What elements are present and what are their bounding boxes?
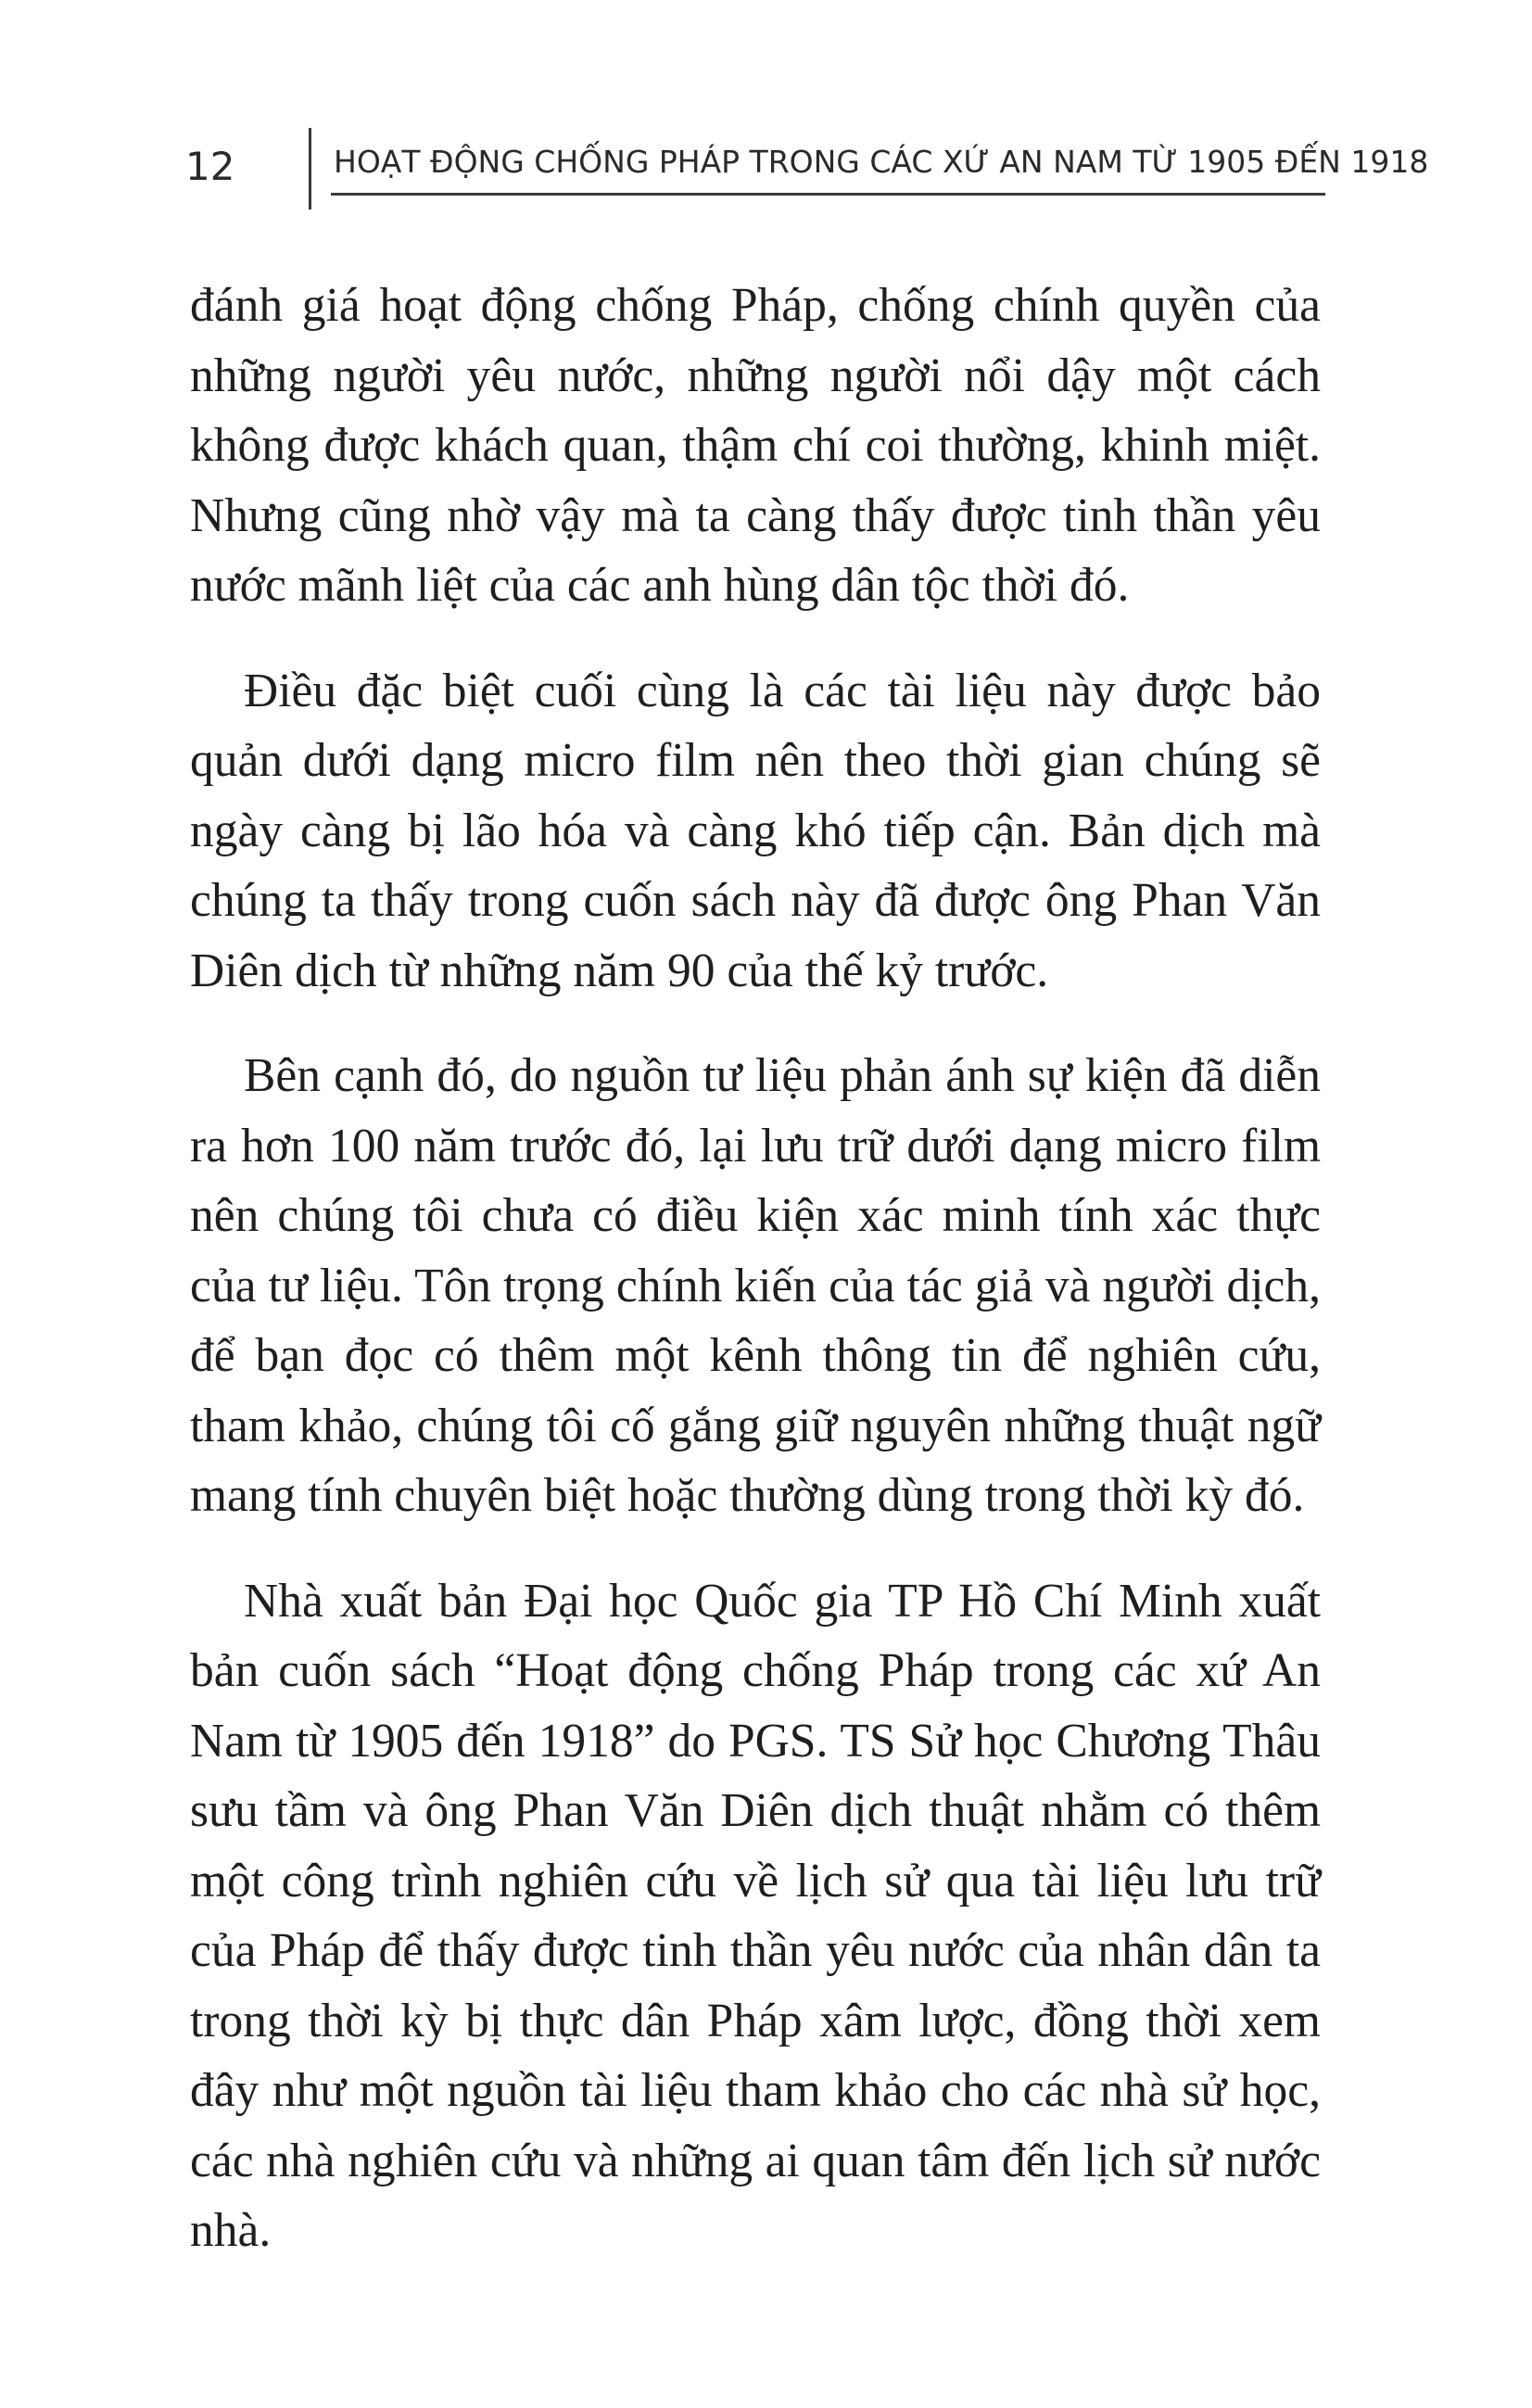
paragraph: Nhà xuất bản Đại học Quốc gia TP Hồ Chí Minh xuất bản cuốn sách “Hoạt động chống Pháp trong các xứ An Nam từ 1905 đến 1918” do PGS. TS Sử học Chương Thâu sưu tầm và ông Phan Văn Diên dịch thuật nhằm có thêm một công trình nghiên cứu về lịch sử qua tài liệu lưu trữ của Pháp để thấy được tinh thần yêu nước của nhân dân ta trong thời kỳ bị thực dân Pháp xâm lược, đồng thời xem đây như một nguồn tài liệu tham khảo cho các nhà sử học, các nhà nghiên cứu và những ai quan tâm đến lịch sử nước nhà. <box>190 1574 1321 2257</box>
running-title: HOẠT ĐỘNG CHỐNG PHÁP TRONG CÁC XỨ AN NAM TỪ 1905 ĐẾN 1918 <box>334 144 1429 180</box>
page-header <box>0 0 1532 222</box>
paragraph: Điều đặc biệt cuối cùng là các tài liệu này được bảo quản dưới dạng micro film nên theo thời gian chúng sẽ ngày càng bị lão hóa và càng khó tiếp cận. Bản dịch mà chúng ta thấy trong cuốn sách này đã được ông Phan Văn Diên dịch từ những năm 90 của thế kỷ trước. <box>190 664 1321 997</box>
header-rule <box>331 193 1325 196</box>
body-text <box>190 271 1321 2266</box>
paragraph-continuation: đánh giá hoạt động chống Pháp, chống chính quyền của những người yêu nước, những người nổi dậy một cách không được khách quan, thậm chí coi thường, khinh miệt. Nhưng cũng nhờ vậy mà ta càng thấy được tinh thần yêu nước mãnh liệt của các anh hùng dân tộc thời đó. <box>190 279 1321 612</box>
paragraph: Bên cạnh đó, do nguồn tư liệu phản ánh sự kiện đã diễn ra hơn 100 năm trước đó, lại lưu trữ dưới dạng micro film nên chúng tôi chưa có điều kiện xác minh tính xác thực của tư liệu. Tôn trọng chính kiến của tác giả và người dịch, để bạn đọc có thêm một kênh thông tin để nghiên cứu, tham khảo, chúng tôi cố gắng giữ nguyên những thuật ngữ mang tính chuyên biệt hoặc thường dùng trong thời kỳ đó. <box>190 1049 1321 1522</box>
page-number: 12 <box>185 144 235 189</box>
header-divider <box>309 128 311 209</box>
